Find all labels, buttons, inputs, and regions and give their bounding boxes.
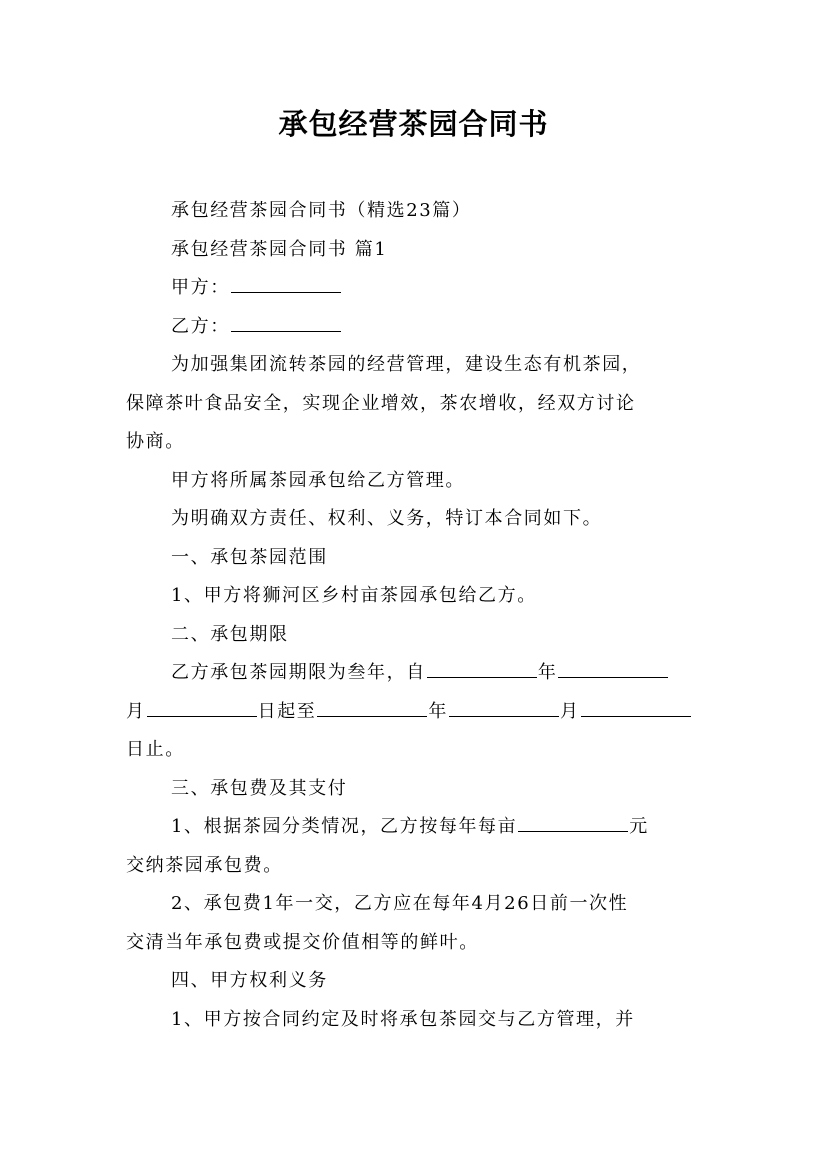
section2-text-a: 乙方承包茶园期限为叁年，自 — [171, 662, 426, 683]
section1-heading: 一、承包茶园范围 — [171, 546, 328, 568]
section2-line-2 — [126, 693, 706, 732]
party-b-line — [126, 308, 706, 347]
month-char: 月 — [126, 700, 146, 722]
party-b-label: 乙方： — [171, 315, 230, 337]
section1-item1: 1、甲方将狮河区乡村亩茶园承包给乙方。 — [171, 585, 537, 606]
section2-text-b: 日起至 — [257, 700, 317, 722]
purpose-line: 为明确双方责任、权利、义务，特订本合同如下。 — [171, 508, 603, 529]
section4-item1: 1、甲方按合同约定及时将承包茶园交与乙方管理，并 — [171, 1008, 635, 1030]
section3-item1-line-1 — [126, 808, 706, 847]
document-title: 承包经营茶园合同书 — [278, 107, 549, 141]
start-month-blank — [558, 659, 668, 678]
document-body — [126, 192, 706, 1039]
intro-line-3: 协商。 — [126, 431, 185, 452]
section2-line-3: 日止。 — [126, 739, 185, 760]
intro-line-2: 保障茶叶食品安全，实现企业增效，茶农增收，经双方讨论 — [126, 392, 636, 414]
section3-heading: 三、承包费及其支付 — [171, 777, 348, 799]
section3-item1-line-2: 交纳茶园承包费。 — [126, 854, 283, 876]
end-day-blank — [581, 698, 691, 717]
year-char-2: 年 — [428, 700, 449, 722]
chapter-line: 承包经营茶园合同书 篇1 — [171, 238, 388, 260]
end-year-blank — [317, 698, 427, 717]
section3-item1-text-a: 1、根据茶园分类情况，乙方按每年每亩 — [171, 816, 518, 837]
party-a-line — [126, 269, 706, 308]
start-year-blank — [427, 659, 537, 678]
end-month-blank — [449, 698, 559, 717]
party-a-label: 甲方： — [171, 277, 230, 298]
subtitle-line: 承包经营茶园合同书（精选23篇） — [171, 200, 472, 221]
section4-heading: 四、甲方权利义务 — [171, 970, 328, 991]
month-char-2: 月 — [560, 700, 580, 722]
intro-line-1: 为加强集团流转茶园的经营管理，建设生态有机茶园， — [171, 354, 642, 375]
start-day-blank — [147, 698, 257, 717]
contract-line: 甲方将所属茶园承包给乙方管理。 — [171, 469, 465, 491]
party-a-blank — [231, 274, 341, 293]
section2-heading: 二、承包期限 — [171, 623, 289, 645]
section3-item2-line-2: 交清当年承包费或提交价值相等的鲜叶。 — [126, 931, 479, 953]
party-b-blank — [231, 313, 341, 332]
section2-line-1 — [126, 654, 706, 693]
section3-item1-text-b: 元 — [629, 816, 649, 837]
section3-item2-line-1: 2、承包费1年一交，乙方应在每年4月26日前一次性 — [171, 893, 629, 914]
fee-per-mu-blank — [518, 813, 628, 832]
year-char: 年 — [537, 662, 558, 683]
